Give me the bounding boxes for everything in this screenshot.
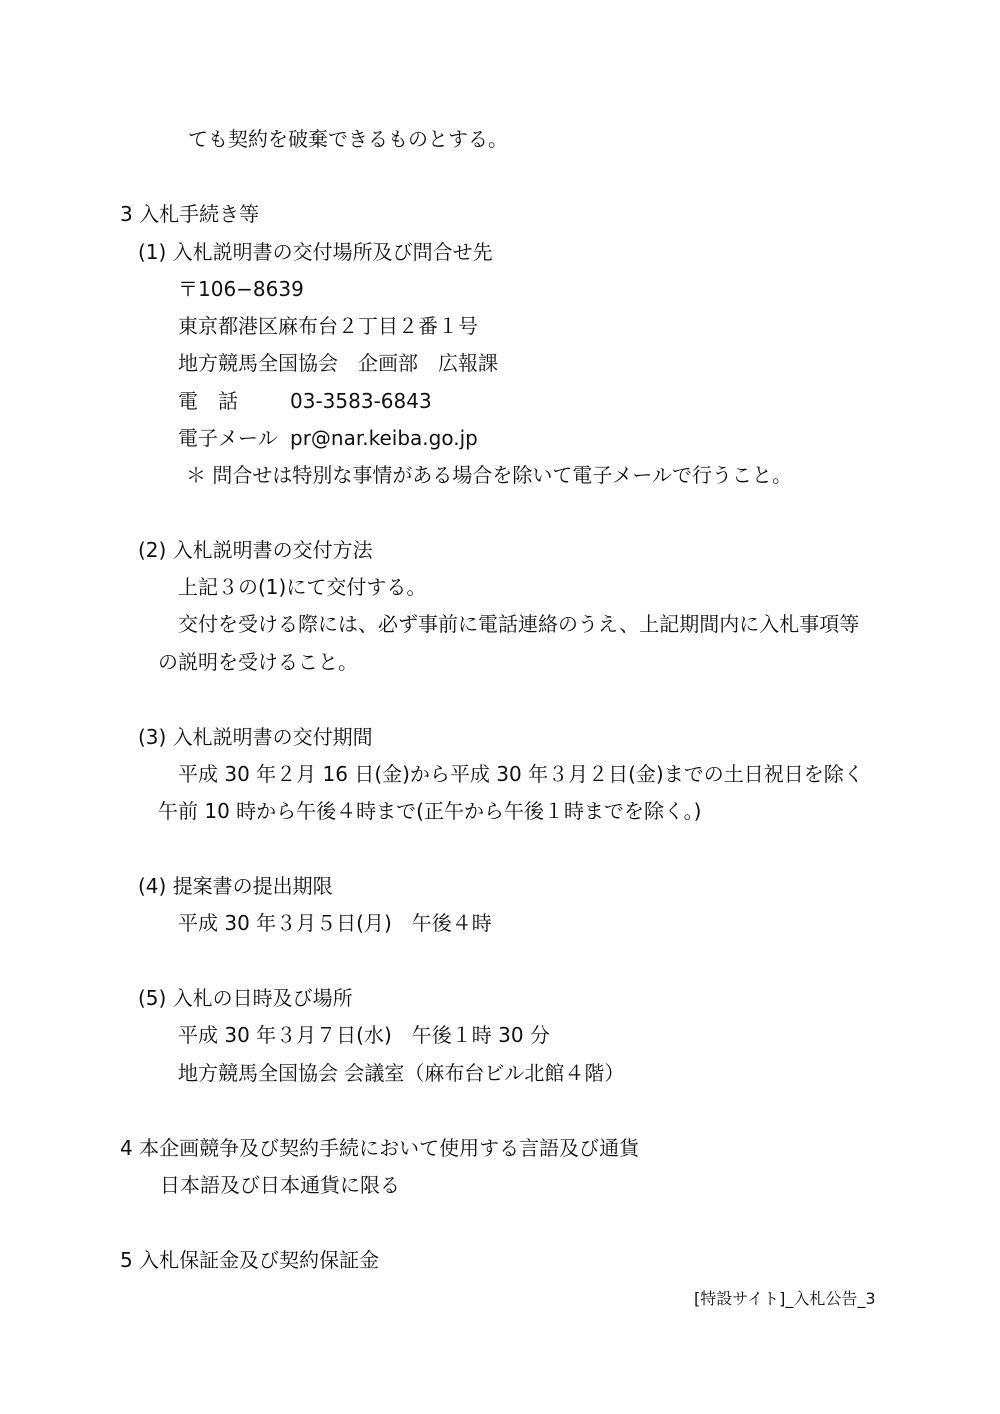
item-5-line-2: 地方競馬全国協会 会議室（麻布台ビル北館４階） <box>178 1061 625 1085</box>
postal-code: 〒106−8639 <box>178 277 304 301</box>
item-2-heading: (2) 入札説明書の交付方法 <box>138 538 373 562</box>
page-footer: [特設サイト]_入札公告_3 <box>694 1289 876 1308</box>
email-row <box>178 426 478 450</box>
section-5-heading: 5 入札保証金及び契約保証金 <box>120 1248 380 1272</box>
phone-value: 03-3583-6843 <box>290 389 432 413</box>
section-4-line-1: 日本語及び日本通貨に限る <box>160 1173 400 1197</box>
item-5-line-1: 平成 30 年３月７日(水) 午後１時 30 分 <box>178 1023 550 1047</box>
item-2-line-1: 上記３の(1)にて交付する。 <box>178 575 427 599</box>
address: 東京都港区麻布台２丁目２番１号 <box>178 314 478 338</box>
section-3-heading: 3 入札手続き等 <box>120 202 260 226</box>
item-4-line-1: 平成 30 年３月５日(月) 午後４時 <box>178 911 492 935</box>
item-2-line-3: の説明を受けること。 <box>158 650 358 674</box>
item-1-heading: (1) 入札説明書の交付場所及び問合せ先 <box>138 240 493 264</box>
section-4-heading: 4 本企画競争及び契約手続において使用する言語及び通貨 <box>120 1136 640 1160</box>
item-3-heading: (3) 入札説明書の交付期間 <box>138 725 373 749</box>
item-5-heading: (5) 入札の日時及び場所 <box>138 986 353 1010</box>
item-2-line-2: 交付を受ける際には、必ず事前に電話連絡のうえ、上記期間内に入札事項等 <box>178 612 860 636</box>
organization: 地方競馬全国協会 企画部 広報課 <box>178 351 498 375</box>
intro-continuation: ても契約を破棄できるものとする。 <box>188 127 508 151</box>
phone-label: 電 話 <box>178 389 238 413</box>
phone-row <box>178 389 432 413</box>
contact-note: ＊ 問合せは特別な事情がある場合を除いて電子メールで行うこと。 <box>186 463 792 487</box>
item-3-line-2: 午前 10 時から午後４時まで(正午から午後１時までを除く。) <box>158 799 702 823</box>
email-label: 電子メール <box>178 426 278 450</box>
item-3-line-1: 平成 30 年２月 16 日(金)から平成 30 年３月２日(金)までの土日祝日を除く <box>178 762 864 786</box>
email-value: pr@nar.keiba.go.jp <box>290 426 478 450</box>
item-4-heading: (4) 提案書の提出期限 <box>138 874 333 898</box>
